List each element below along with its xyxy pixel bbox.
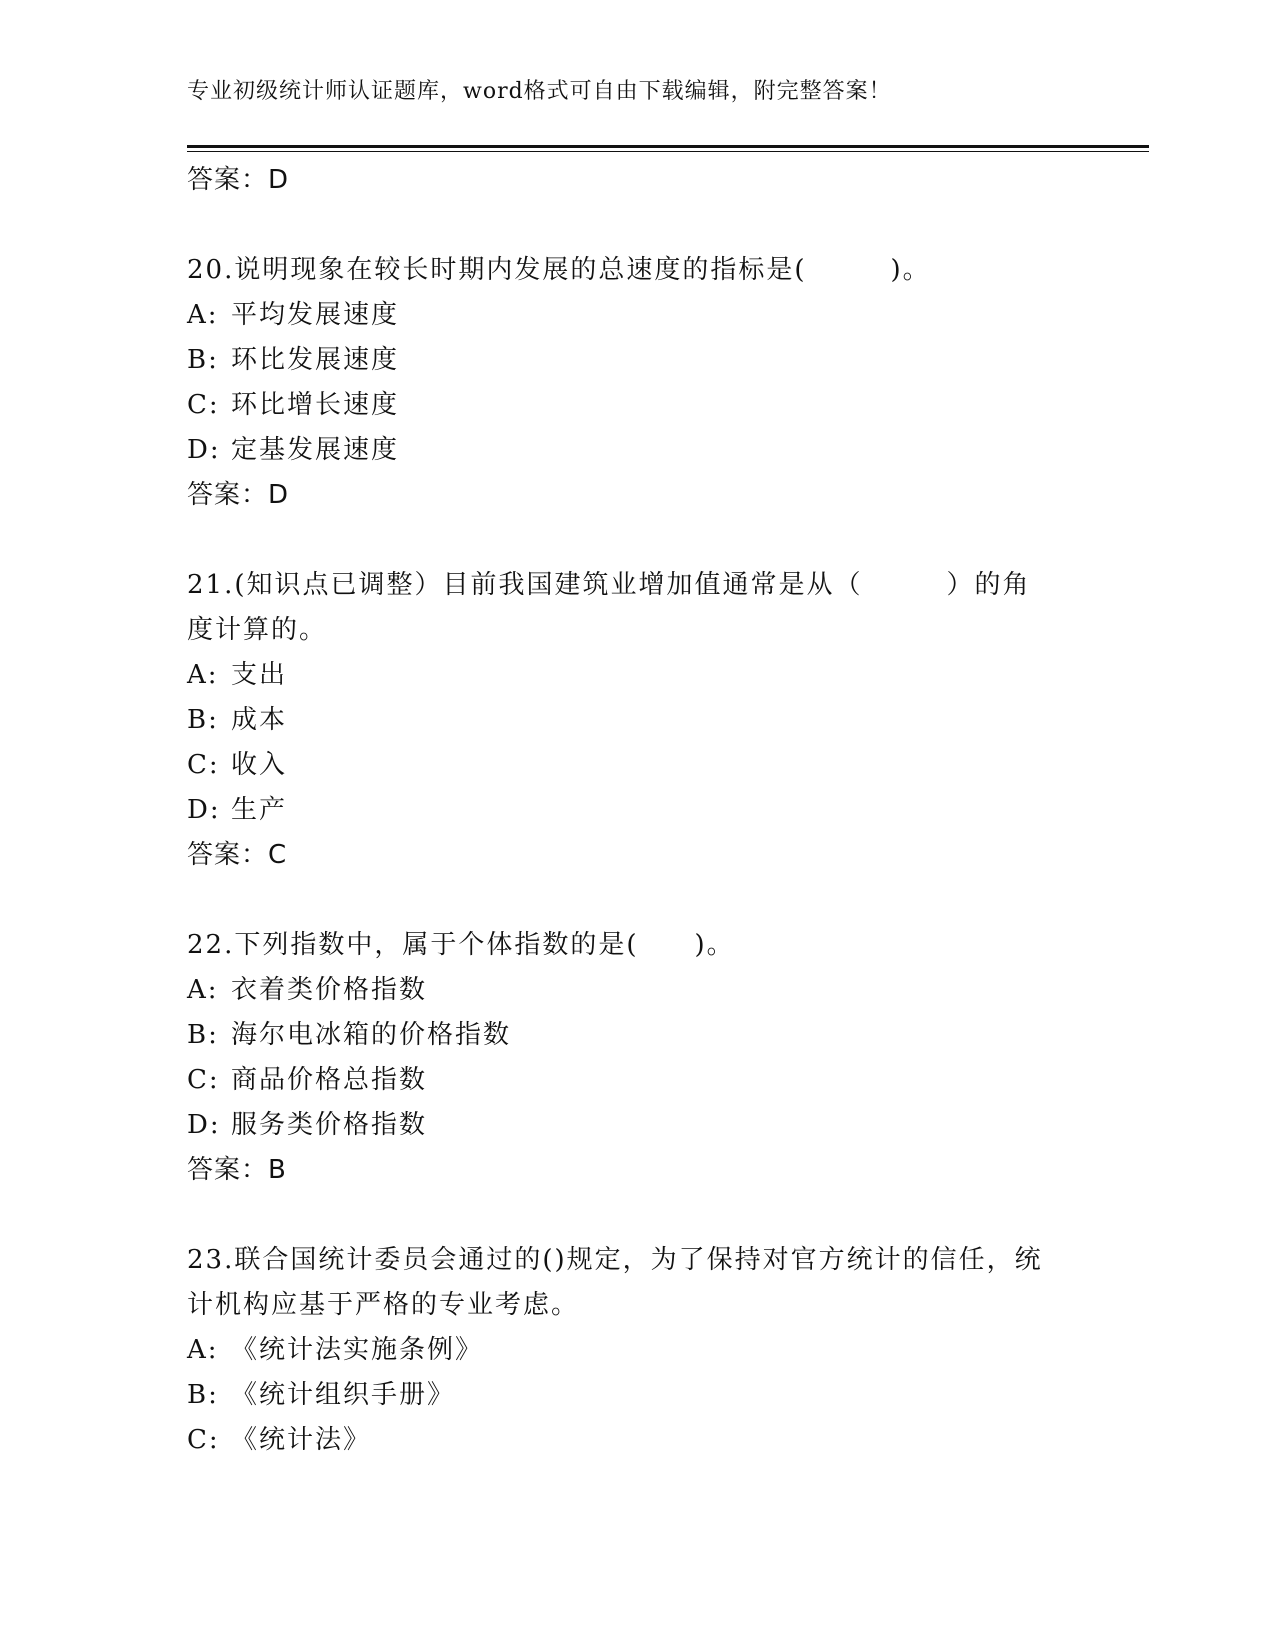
option-d [187,428,1087,473]
header-rule-thin [187,151,1149,152]
question-stem: 21.(知识点已调整）目前我国建筑业增加值通常是从（ ）的角 [187,570,1031,600]
question-stem: 23.联合国统计委员会通过的()规定，为了保持对官方统计的信任，统 [187,1245,1043,1275]
option-text: 《统计法实施条例》 [231,1335,484,1365]
option-c [187,383,1087,428]
option-c [187,1418,1087,1463]
option-text: 《统计法》 [231,1425,372,1455]
answer-line: 答案：C [187,840,288,870]
option-letter: D: [187,795,221,825]
option-c [187,743,1087,788]
answer-line: 答案：D [187,165,290,195]
answer-line: 答案：D [187,480,290,510]
option-letter: B: [187,1380,219,1410]
option-letter: C: [187,750,220,780]
option-a [187,293,1087,338]
option-letter: A: [187,300,219,330]
option-letter: C: [187,1425,220,1455]
option-letter: D: [187,435,221,465]
page-header: 专业初级统计师认证题库，word格式可自由下载编辑，附完整答案！ [187,79,892,104]
option-text: 环比发展速度 [231,345,400,375]
option-text: 支出 [231,660,288,690]
question-stem: 20.说明现象在较长时期内发展的总速度的指标是( )。 [187,255,931,285]
option-text: 生产 [231,795,288,825]
answer-line: 答案：B [187,1155,287,1185]
option-letter: D: [187,1110,221,1140]
question-stem-continued: 度计算的。 [187,615,328,645]
question-stem-continued: 计机构应基于严格的专业考虑。 [187,1290,580,1320]
option-d [187,788,1087,833]
option-text: 环比增长速度 [231,390,400,420]
header-rule-thick [187,145,1149,148]
option-letter: B: [187,345,219,375]
option-a [187,968,1087,1013]
option-letter: B: [187,1020,219,1050]
option-letter: B: [187,705,219,735]
question-20 [187,248,1087,518]
option-text: 衣着类价格指数 [231,975,428,1005]
option-a [187,653,1087,698]
option-letter: C: [187,390,220,420]
question-21 [187,563,1087,878]
question-22 [187,923,1087,1193]
option-letter: A: [187,1335,219,1365]
option-text: 商品价格总指数 [231,1065,428,1095]
option-text: 平均发展速度 [231,300,400,330]
option-d [187,1103,1087,1148]
option-text: 收入 [231,750,288,780]
option-a [187,1328,1087,1373]
option-text: 成本 [231,705,288,735]
option-b [187,1373,1087,1418]
option-letter: C: [187,1065,220,1095]
option-b [187,698,1087,743]
option-b [187,1013,1087,1058]
option-text: 定基发展速度 [231,435,400,465]
option-letter: A: [187,975,219,1005]
option-text: 服务类价格指数 [231,1110,428,1140]
option-text: 《统计组织手册》 [231,1380,456,1410]
option-letter: A: [187,660,219,690]
question-content [187,158,1087,1463]
option-b [187,338,1087,383]
option-c [187,1058,1087,1103]
question-stem: 22.下列指数中，属于个体指数的是( )。 [187,930,735,960]
option-text: 海尔电冰箱的价格指数 [231,1020,512,1050]
question-23 [187,1238,1087,1463]
